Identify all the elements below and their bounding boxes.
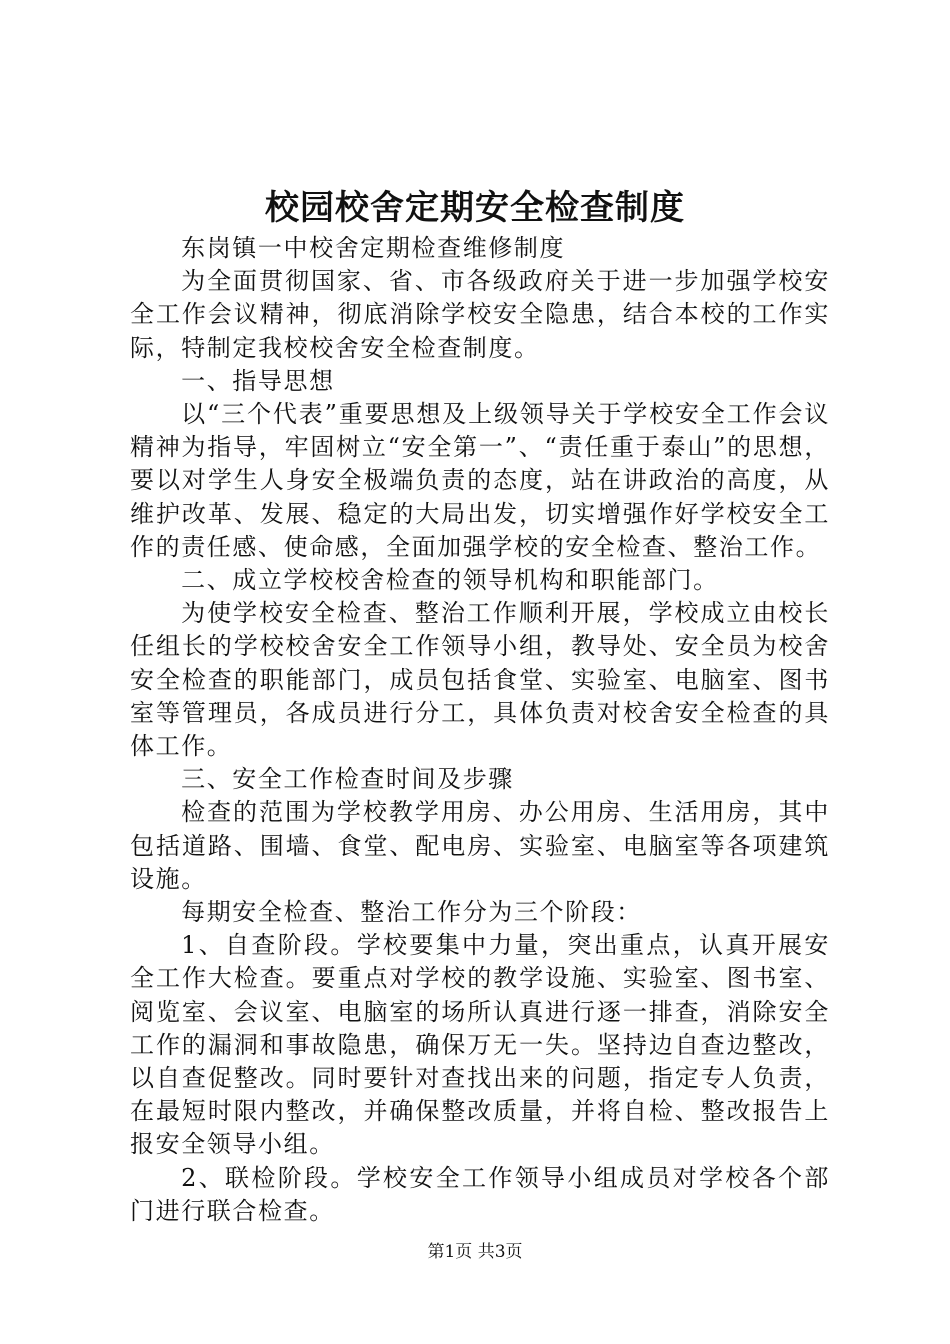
subtitle-paragraph: 东岗镇一中校舍定期检查维修制度 — [181, 234, 566, 262]
document-title: 校园校舍定期安全检查制度 — [265, 188, 685, 228]
section-heading: 三、安全工作检查时间及步骤 — [181, 765, 514, 794]
section-heading: 一、指导思想 — [181, 366, 335, 395]
body-paragraph: 为使学校安全检查、整治工作顺利开展，学校成立由校长任组长的学校校舍安全工作领导小组，教导处、安全员为校舍安全检查的职能部门，成员包括食堂、实验室、电脑室、图书室等管理员，各成员进行分工，具体负责对校舍安全检查的具体工作。 — [130, 599, 830, 761]
body-paragraph: 每期安全检查、整治工作分为三个阶段： — [181, 898, 642, 927]
body-paragraph: 检查的范围为学校教学用房、办公用房、生活用房，其中包括道路、围墙、食堂、配电房、实验室、电脑室等各项建筑设施。 — [130, 798, 830, 893]
section-heading: 二、成立学校校舍检查的领导机构和职能部门。 — [181, 566, 719, 595]
body-paragraph: 2、联检阶段。学校安全工作领导小组成员对学校各个部门进行联合检查。 — [130, 1163, 830, 1225]
body-paragraph: 以“三个代表”重要思想及上级领导关于学校安全工作会议精神为指导，牢固树立“安全第一”、“责任重于泰山”的思想，要以对学生人身安全极端负责的态度，站在讲政治的高度，从维护改革、发展、稳定的大局出发，切实增强作好学校安全工作的责任感、使命感，全面加强学校的安全检查、整治工作。 — [130, 400, 830, 561]
page-number-footer: 第1页 共3页 — [427, 1242, 523, 1262]
document-body — [130, 232, 830, 1228]
intro-paragraph: 为全面贯彻国家、省、市各级政府关于进一步加强学校安全工作会议精神，彻底消除学校安全隐患，结合本校的工作实际，特制定我校校舍安全检查制度。 — [130, 267, 830, 362]
body-paragraph: 1、自查阶段。学校要集中力量，突出重点，认真开展安全工作大检查。要重点对学校的教学设施、实验室、图书室、阅览室、会议室、电脑室的场所认真进行逐一排查，消除安全工作的漏洞和事故隐患，确保万无一失。坚持边自查边整改，以自查促整改。同时要针对查找出来的问题，指定专人负责，在最短时限内整改，并确保整改质量，并将自检、整改报告上报安全领导小组。 — [130, 931, 830, 1159]
